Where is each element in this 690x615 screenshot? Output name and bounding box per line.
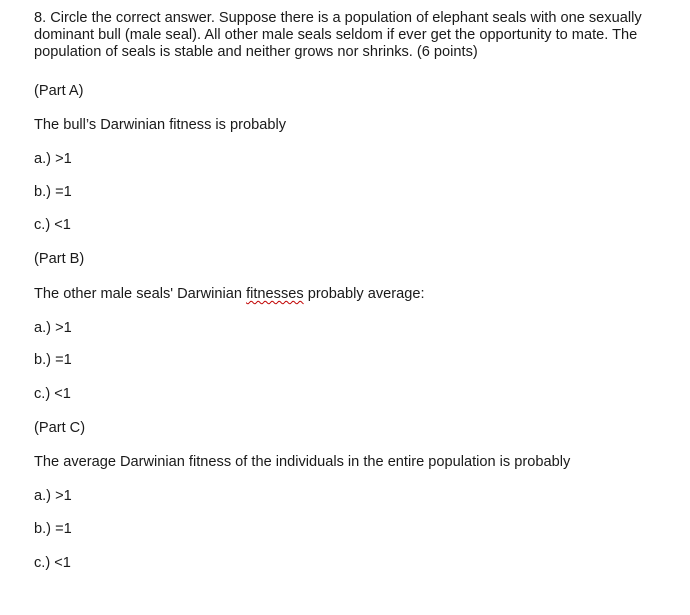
part-b-option-a: a.) >1 bbox=[34, 320, 72, 336]
question-text: 8. Circle the correct answer. Suppose there is a population of elephant seals with one sexually dominant bull (male seal). All other male seals seldom if ever get the opportunity to mate. The population of seals is stable and neither grows nor shrinks. (6 points) bbox=[34, 10, 642, 60]
part-c-option-a: a.) >1 bbox=[34, 488, 72, 504]
part-a-prompt: The bull’s Darwinian fitness is probably bbox=[34, 117, 286, 133]
part-a-option-b: b.) =1 bbox=[34, 184, 72, 200]
part-b-prompt-end: probably average: bbox=[303, 286, 425, 302]
part-c-option-c: c.) <1 bbox=[34, 555, 71, 571]
spellcheck-flagged-word: fitnesses bbox=[246, 286, 304, 302]
part-c-prompt: The average Darwinian fitness of the individuals in the entire population is probably bbox=[34, 454, 571, 470]
part-b-option-c: c.) <1 bbox=[34, 386, 71, 402]
part-c-header: (Part C) bbox=[34, 420, 86, 436]
part-b-option-b: b.) =1 bbox=[34, 352, 72, 368]
part-b-prompt-start: The other male seals' Darwinian bbox=[34, 286, 247, 302]
part-a-header: (Part A) bbox=[34, 83, 84, 99]
part-c-option-b: b.) =1 bbox=[34, 521, 72, 537]
part-a-option-c: c.) <1 bbox=[34, 217, 71, 233]
part-b-header: (Part B) bbox=[34, 251, 85, 267]
part-a-option-a: a.) >1 bbox=[34, 151, 72, 167]
part-b-prompt bbox=[34, 285, 425, 303]
